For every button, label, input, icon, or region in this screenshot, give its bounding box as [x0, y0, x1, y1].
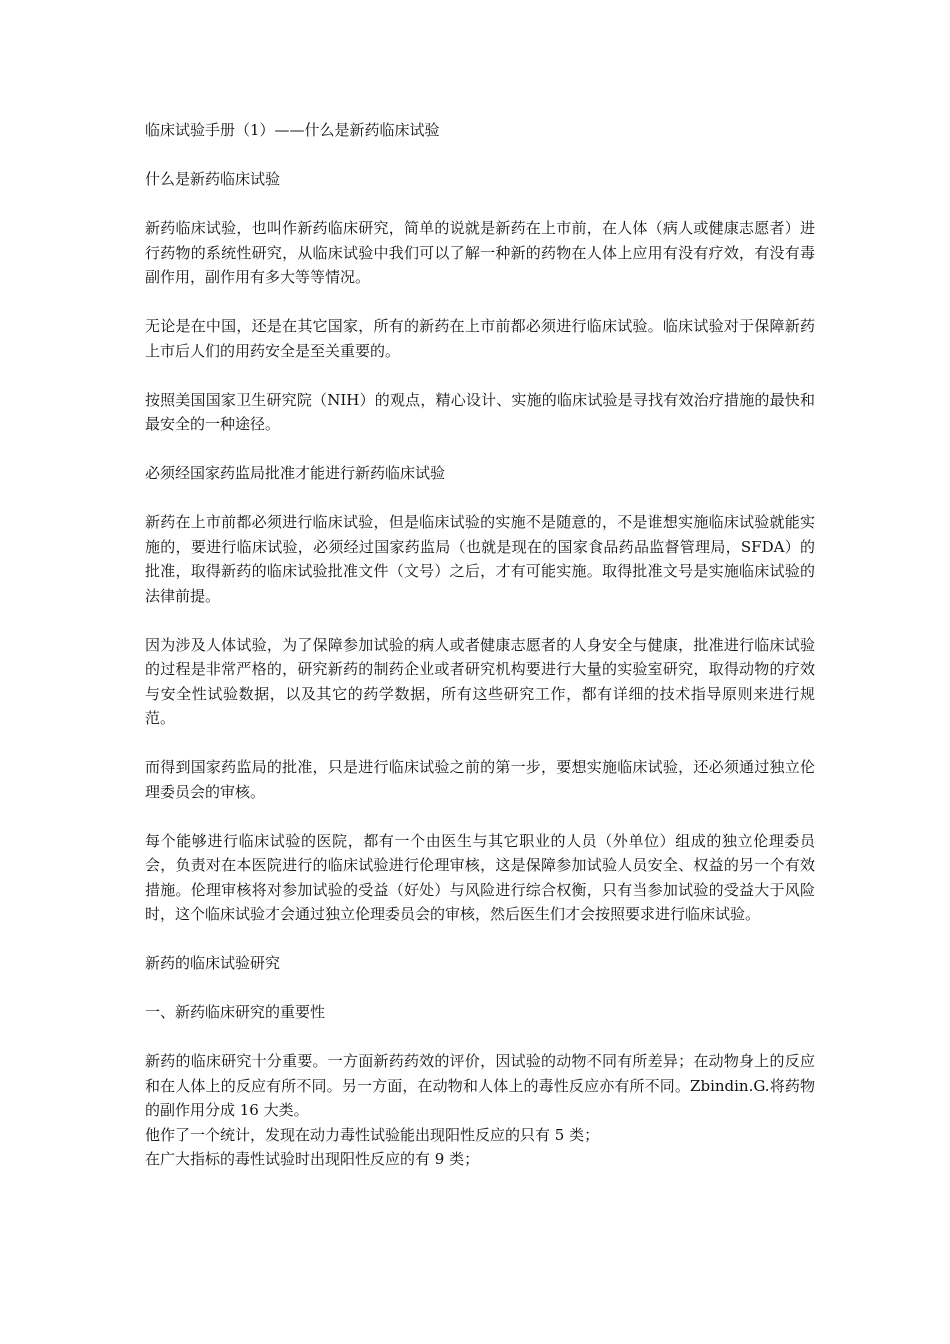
section-heading-clinical-research: 新药的临床试验研究 [145, 954, 281, 972]
paragraph-toxicity: 在广大指标的毒性试验时出现阳性反应的有 9 类； [145, 1150, 480, 1168]
paragraph-mandatory-trials: 无论是在中国，还是在其它国家，所有的新药在上市前都必须进行临床试验。临床试验对于保障新药上市后人们的用药安全是至关重要的。 [145, 317, 815, 360]
paragraph-ethics-review: 而得到国家药监局的批准，只是进行临床试验之前的第一步，要想实施临床试验，还必须通过独立伦理委员会的审核。 [145, 758, 815, 801]
paragraph-nih-view: 按照美国国家卫生研究院（NIH）的观点，精心设计、实施的临床试验是寻找有效治疗措施的最快和最安全的一种途径。 [145, 390, 815, 433]
section-heading-approval: 必须经国家药监局批准才能进行新药临床试验 [145, 464, 446, 482]
document-page [145, 118, 815, 1172]
paragraph-strict-process: 因为涉及人体试验，为了保障参加试验的病人或者健康志愿者的人身安全与健康，批准进行临床试验的过程是非常严格的，研究新药的制药企业或者研究机构要进行大量的实验室研究，取得动物的疗效与安全性试验数据，以及其它的药学数据，所有这些研究工作，都有详细的技术指导原则来进行规范。 [145, 635, 815, 727]
paragraph-sfda-approval: 新药在上市前都必须进行临床试验，但是临床试验的实施不是随意的，不是谁想实施临床试验就能实施的，要进行临床试验，必须经过国家药监局（也就是现在的国家食品药品监督管理局，SFDA）的批准，取得新药的临床试验批准文件（文号）之后，才有可能实施。取得批准文号是实施临床试验的法律前提。 [145, 513, 815, 605]
document-title: 临床试验手册（1）——什么是新药临床试验 [145, 121, 440, 139]
paragraph-statistics: 他作了一个统计，发现在动力毒性试验能出现阳性反应的只有 5 类； [145, 1125, 600, 1144]
paragraph-ethics-committee: 每个能够进行临床试验的医院，都有一个由医生与其它职业的人员（外单位）组成的独立伦理委员会，负责对在本医院进行的临床试验进行伦理审核，这是保障参加试验人员安全、权益的另一个有效措施。伦理审核将对参加试验的受益（好处）与风险进行综合权衡，只有当参加试验的受益大于风险时，这个临床试验才会通过独立伦理委员会的审核，然后医生们才会按照要求进行临床试验。 [145, 831, 815, 923]
paragraph-definition: 新药临床试验，也叫作新药临床研究，简单的说就是新药在上市前，在人体（病人或健康志愿者）进行药物的系统性研究，从临床试验中我们可以了解一种新的药物在人体上应用有没有疗效，有没有毒副作用，副作用有多大等等情况。 [145, 219, 815, 286]
section-heading-what-is-clinical-trial: 什么是新药临床试验 [145, 170, 281, 188]
subsection-heading-importance: 一、新药临床研究的重要性 [145, 1003, 326, 1021]
paragraph-importance: 新药的临床研究十分重要。一方面新药药效的评价，因试验的动物不同有所差异；在动物身上的反应和在人体上的反应有所不同。另一方面，在动物和人体上的毒性反应亦有所不同。Zbindin.G.将药物的副作用分成 16 大类。 [145, 1052, 815, 1119]
